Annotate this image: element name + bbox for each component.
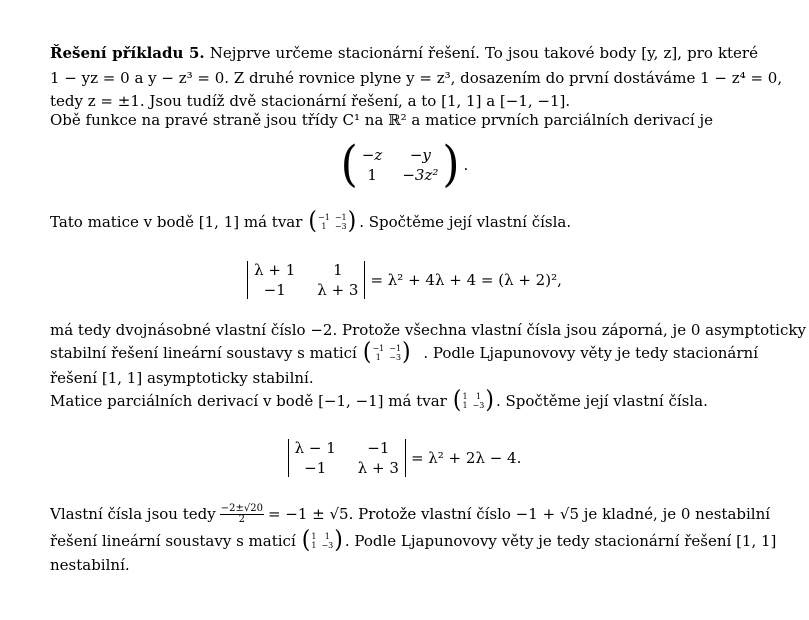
- determinant-cell: λ − 1: [294, 439, 336, 457]
- matrix-cell: 1: [375, 352, 381, 362]
- matrix-cell: −1: [334, 212, 347, 222]
- text-span: . Podle Ljapunovovy věty je tedy stacionární řešení [1, 1]: [344, 531, 777, 550]
- matrix-cell: 1: [321, 221, 327, 231]
- text-span: . Spočtěme její vlastní čísla.: [359, 213, 572, 231]
- solution-heading: Řešení příkladu 5.: [50, 44, 205, 62]
- text-span: Tato matice v bodě [1, 1] má tvar: [50, 213, 303, 231]
- text-span: = −1 ± √5. Protože vlastní číslo −1 + √5 je kladné, je 0 nestabilní: [267, 504, 771, 523]
- paragraph-line: [50, 526, 777, 555]
- matrix-cell: 1: [311, 540, 317, 550]
- matrix-cell: 1: [367, 166, 377, 184]
- inline-matrix: ( −1 −1 1 −3 ): [308, 207, 357, 236]
- inline-matrix: ( −1 −1 1 −3 ): [362, 338, 411, 367]
- determinant-cell: λ + 3: [357, 459, 399, 477]
- paragraph-line: nestabilní.: [50, 556, 130, 574]
- paragraph-line: 1 − yz = 0 a y − z³ = 0. Z druhé rovnice plyne y = z³, dosazením do první dostáváme 1 − z⁴ = 0,: [50, 69, 783, 87]
- determinant-equation-1: [0, 259, 809, 301]
- matrix-cell: −1: [318, 212, 330, 222]
- text-span: . Podle Ljapunovovy věty je tedy stacionární: [423, 343, 758, 362]
- paragraph-line: tedy z = ±1. Jsou tudíž dvě stacionární řešení, a to [1, 1] a [−1, −1].: [50, 92, 571, 110]
- determinant-equation-2: [0, 437, 809, 479]
- paragraph-line: má tedy dvojnásobné vlastní číslo −2. Protože všechna vlastní čísla jsou záporná, je 0 asymptoticky: [50, 321, 806, 339]
- determinant-cell: λ + 1: [254, 261, 296, 279]
- matrix-cell: −3: [334, 221, 347, 231]
- text-span: Matice parciálních derivací v bodě [−1, −1] má tvar: [50, 391, 447, 410]
- determinant-cell: λ + 3: [317, 281, 359, 299]
- matrix-cell: −3: [389, 352, 402, 362]
- determinant-cell: 1: [333, 261, 343, 279]
- fraction-denominator: 2: [238, 513, 246, 525]
- matrix-cell: −3z²: [402, 166, 439, 184]
- matrix-cell: 1: [324, 531, 330, 541]
- paragraph-line: Obě funkce na pravé straně jsou třídy C¹ na ℝ² a matice prvních parciálních derivací je: [50, 111, 714, 129]
- equation-rhs: = λ² + 4λ + 4 = (λ + 2)²,: [370, 271, 562, 289]
- jacobian-matrix: ( −z −y 1 −3z² ) .: [340, 136, 469, 193]
- text-span: Vlastní čísla jsou tedy: [50, 504, 216, 523]
- matrix-cell: 1: [462, 391, 468, 401]
- matrix-cell: −z: [361, 146, 383, 164]
- equation-rhs: = λ² + 2λ − 4.: [410, 449, 522, 467]
- paragraph-line: [50, 388, 758, 414]
- inline-matrix: ( 1 1 1 −3 ): [301, 526, 343, 555]
- matrix-period: .: [463, 156, 469, 174]
- text-span: . Spočtěme její vlastní čísla.: [495, 391, 708, 410]
- paragraph-line: [50, 44, 758, 63]
- paragraph-line: řešení [1, 1] asymptoticky stabilní.: [50, 369, 314, 387]
- paragraph-line: [50, 207, 758, 236]
- matrix-cell: −3: [472, 400, 485, 410]
- determinant-cell: −1: [304, 459, 327, 477]
- inline-matrix: ( 1 1 1 −3 ): [452, 386, 494, 415]
- matrix-cell: −1: [372, 343, 385, 353]
- matrix-cell: 1: [475, 391, 481, 401]
- paragraph-line: [50, 340, 758, 366]
- matrix-cell: 1: [462, 400, 468, 410]
- matrix-cell: −1: [389, 343, 402, 353]
- matrix-cell: 1: [311, 531, 317, 541]
- paragraph-line: [50, 502, 771, 526]
- text-span: stabilní řešení lineární soustavy s maticí: [50, 343, 357, 362]
- eigenvalue-fraction: [220, 504, 264, 525]
- text-span: řešení lineární soustavy s maticí: [50, 531, 296, 550]
- matrix-cell: −3: [321, 540, 334, 550]
- fraction-numerator: −2±√20: [220, 502, 263, 514]
- text-span: Nejprve určeme stacionární řešení. To jsou takové body [y, z], pro které: [209, 44, 758, 62]
- determinant-cell: −1: [367, 439, 390, 457]
- matrix-cell: −y: [409, 146, 431, 164]
- determinant-cell: −1: [263, 281, 286, 299]
